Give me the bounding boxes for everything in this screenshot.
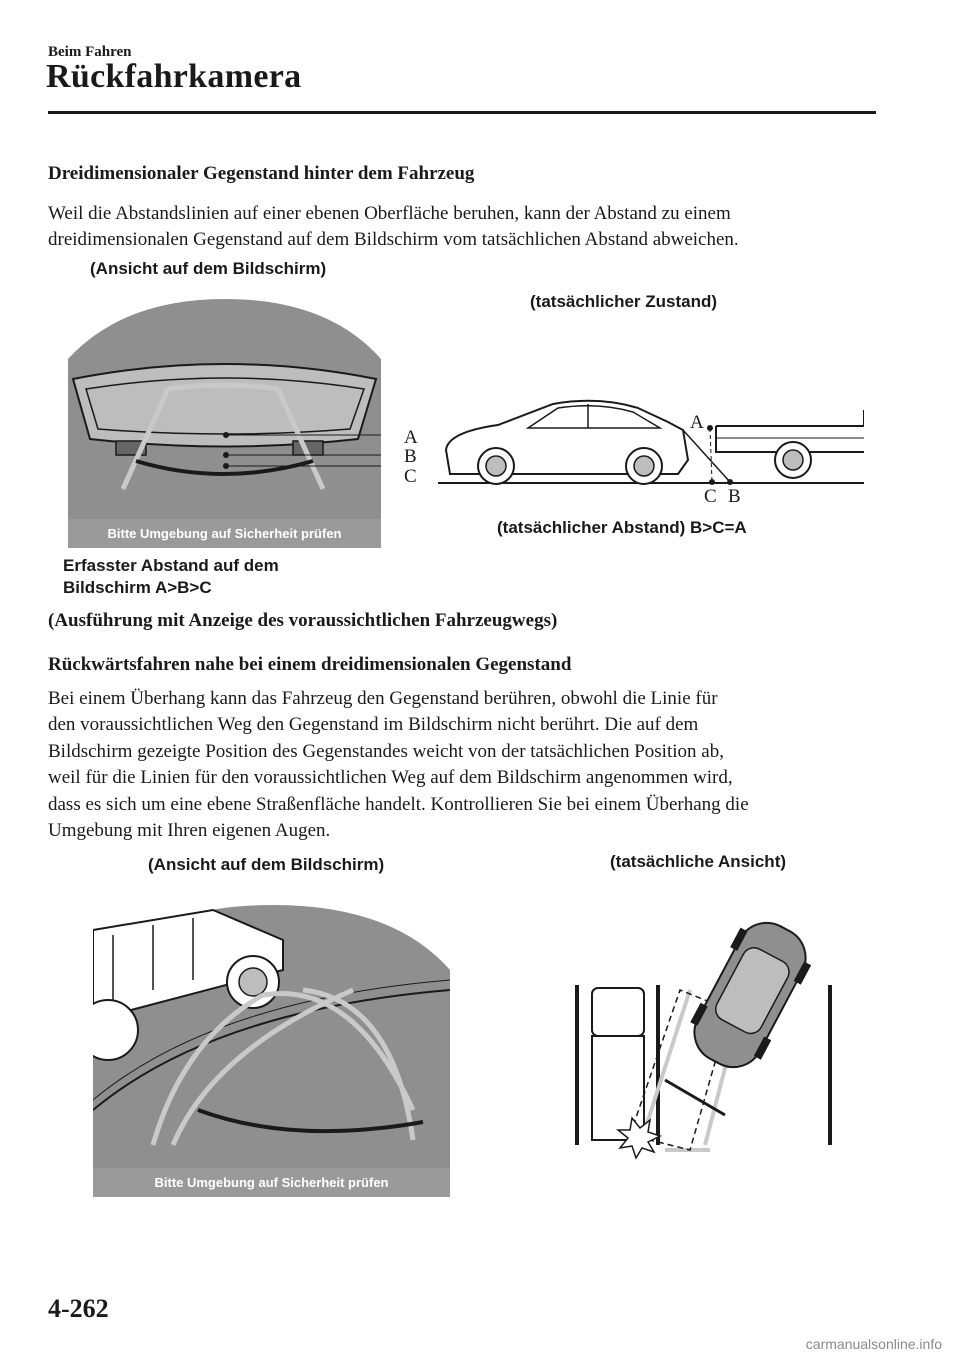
paragraph-line: Weil die Abstandslinien auf einer ebenen Oberfläche beruhen, kann der Abstand zu einem [48,203,731,224]
fig1-actual-illustration [438,390,864,490]
fig2-camera-screen-illustration [93,900,450,1197]
fig2-actual-caption: (tatsächliche Ansicht) [610,852,787,871]
fig1-label-a: A [404,427,418,448]
fig2-parking-overhead [570,910,840,1160]
paragraph-line: weil für die Linien für den voraussichtlichen Weg auf dem Bildschirm angenommen wird, [48,767,733,789]
fig2-camera-screen [93,900,450,1197]
fig1-camera-screen [68,289,381,548]
section1-paragraph [48,201,878,254]
fig1-label-c: C [404,466,417,487]
fig1-car-and-trailer [438,390,864,490]
detected-distance-line: Bildschirm A>B>C [63,578,212,597]
section2-paragraph [48,686,878,844]
section-label: Beim Fahren [48,44,132,60]
paragraph-line: dreidimensionalen Gegenstand auf dem Bildschirm vom tatsächlichen Abstand abweichen. [48,229,739,251]
fig1-actual-label-b: B [728,486,741,507]
fig2-screen-banner: Bitte Umgebung auf Sicherheit prüfen [154,1175,389,1190]
paragraph-line: dass es sich um eine ebene Straßenfläche handelt. Kontrollieren Sie bei einem Überhang die [48,793,749,815]
title-rule [48,111,876,114]
page-number: 4-262 [48,1294,109,1323]
section2-heading: Rückwärtsfahren nahe bei einem dreidimensionalen Gegenstand [48,654,572,675]
fig1-label-b: B [404,446,417,467]
fig2-screen-caption: (Ansicht auf dem Bildschirm) [148,855,385,874]
detected-distance-line: Erfasster Abstand auf dem [63,556,279,575]
fig1-actual-label-a: A [690,412,704,433]
section1-heading: Dreidimensionaler Gegenstand hinter dem Fahrzeug [48,163,475,184]
fig1-screen-caption: (Ansicht auf dem Bildschirm) [90,259,327,278]
fig1-camera-screen-illustration [68,289,381,548]
paragraph-line: den voraussichtlichen Weg den Gegenstand im Bildschirm nicht berührt. Die auf dem [48,714,699,736]
section2-variant: (Ausführung mit Anzeige des voraussichtlichen Fahrzeugwegs) [48,610,558,631]
paragraph-line: Bei einem Überhang kann das Fahrzeug den Gegenstand berühren, obwohl die Linie für [48,688,718,709]
paragraph-line: Umgebung mit Ihren eigenen Augen. [48,820,331,842]
fig1-actual-label-c: C [704,486,717,507]
fig1-actual-distance: (tatsächlicher Abstand) B>C=A [497,518,747,537]
fig1-screen-banner: Bitte Umgebung auf Sicherheit prüfen [107,526,342,541]
fig1-actual-caption: (tatsächlicher Zustand) [530,292,718,311]
page-title: Rückfahrkamera [46,58,302,95]
watermark: carmanualsonline.info [805,1336,942,1352]
paragraph-line: Bildschirm gezeigte Position des Gegenstandes weicht von der tatsächlichen Position ab, [48,740,724,762]
fig2-actual-illustration [570,910,840,1160]
fig1-detected-distance [63,555,279,599]
